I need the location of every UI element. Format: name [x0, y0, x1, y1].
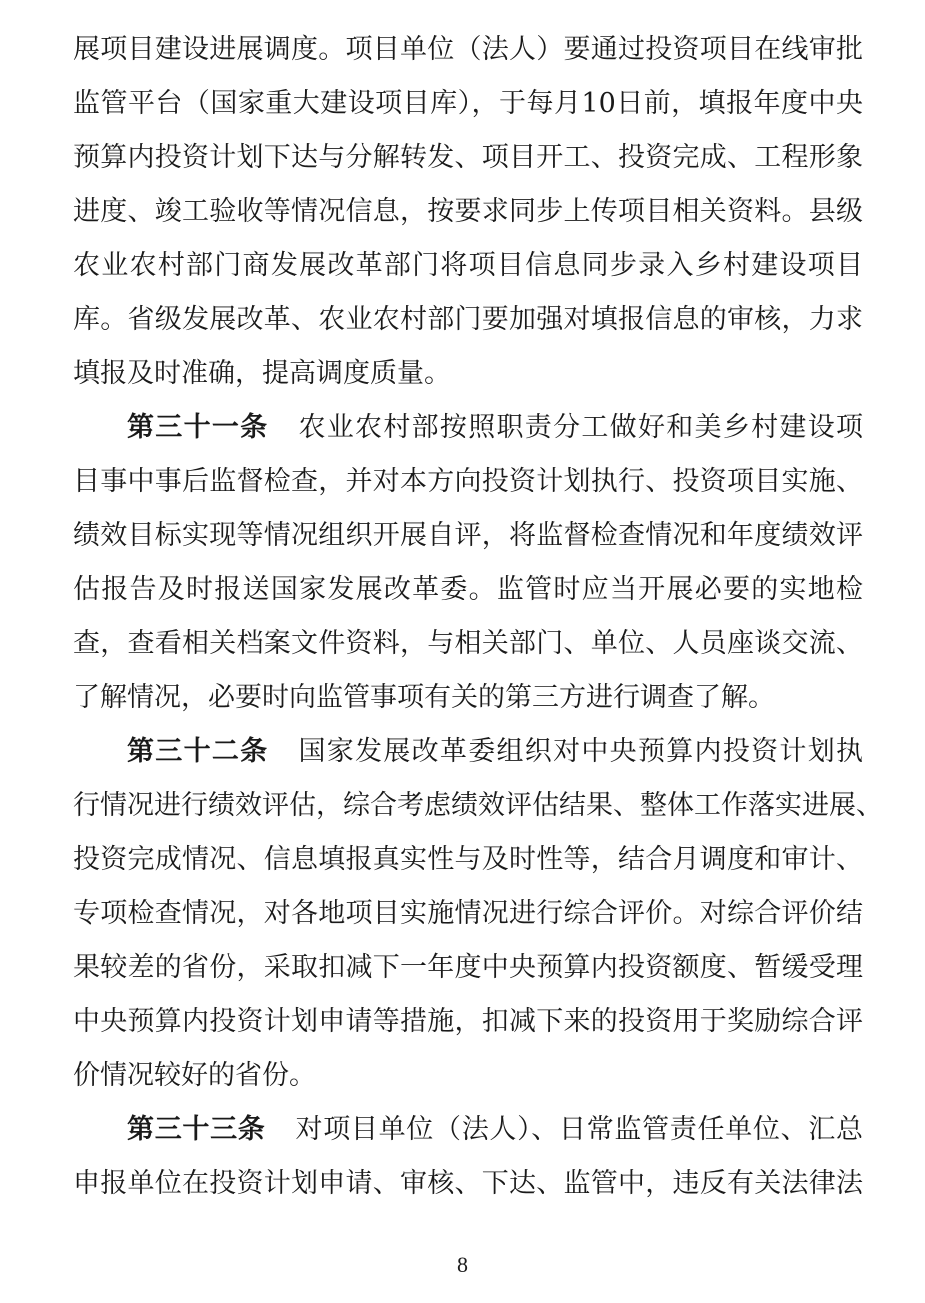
- article-33-first-line: [127, 1108, 863, 1152]
- text-line: 展项目建设进展调度。项目单位（法人）要通过投资项目在线审批: [73, 34, 863, 65]
- text-span: 对项目单位（法人）、日常监管责任单位、汇总: [295, 1114, 863, 1145]
- text-line: 行情况进行绩效评估，综合考虑绩效评估结果、整体工作落实进展、: [73, 790, 883, 821]
- text-line: 申报单位在投资计划申请、审核、下达、监管中，违反有关法律法: [73, 1168, 863, 1199]
- text-line: 目事中事后监督检查，并对本方向投资计划执行、投资项目实施、: [73, 466, 863, 497]
- text-line: 查，查看相关档案文件资料，与相关部门、单位、人员座谈交流、: [73, 628, 863, 659]
- text-line: 果较差的省份，采取扣减下一年度中央预算内投资额度、暂缓受理: [73, 952, 863, 983]
- text-line: 农业农村部门商发展改革部门将项目信息同步录入乡村建设项目: [73, 250, 863, 281]
- article-31-title: 第三十一条: [127, 412, 269, 443]
- article-32-title: 第三十二条: [127, 736, 269, 767]
- text-line: 预算内投资计划下达与分解转发、项目开工、投资完成、工程形象: [73, 142, 863, 173]
- text-span: 国家发展改革委组织对中央预算内投资计划执: [298, 736, 864, 767]
- text-line: 填报及时准确，提高调度质量。: [73, 358, 451, 389]
- page-number: 8: [457, 1252, 468, 1277]
- article-33-title: 第三十三条: [127, 1114, 266, 1145]
- text-line: 进度、竣工验收等情况信息，按要求同步上传项目相关资料。县级: [73, 196, 863, 227]
- text-line: 了解情况，必要时向监管事项有关的第三方进行调查了解。: [73, 682, 775, 713]
- text-line: 绩效目标实现等情况组织开展自评，将监督检查情况和年度绩效评: [73, 520, 863, 551]
- text-line: 估报告及时报送国家发展改革委。监管时应当开展必要的实地检: [73, 574, 863, 605]
- text-line: 监管平台（国家重大建设项目库），于每月10日前，填报年度中央: [73, 88, 863, 119]
- text-line: 中央预算内投资计划申请等措施，扣减下来的投资用于奖励综合评: [73, 1006, 863, 1037]
- text-line: 投资完成情况、信息填报真实性与及时性等，结合月调度和审计、: [73, 844, 863, 875]
- article-32-first-line: [127, 730, 863, 774]
- text-line: 专项检查情况，对各地项目实施情况进行综合评价。对综合评价结: [73, 898, 863, 929]
- text-line: 价情况较好的省份。: [73, 1060, 316, 1091]
- article-31-first-line: [127, 406, 863, 450]
- text-span: 农业农村部按照职责分工做好和美乡村建设项: [298, 412, 864, 443]
- text-line: 库。省级发展改革、农业农村部门要加强对填报信息的审核，力求: [73, 304, 863, 335]
